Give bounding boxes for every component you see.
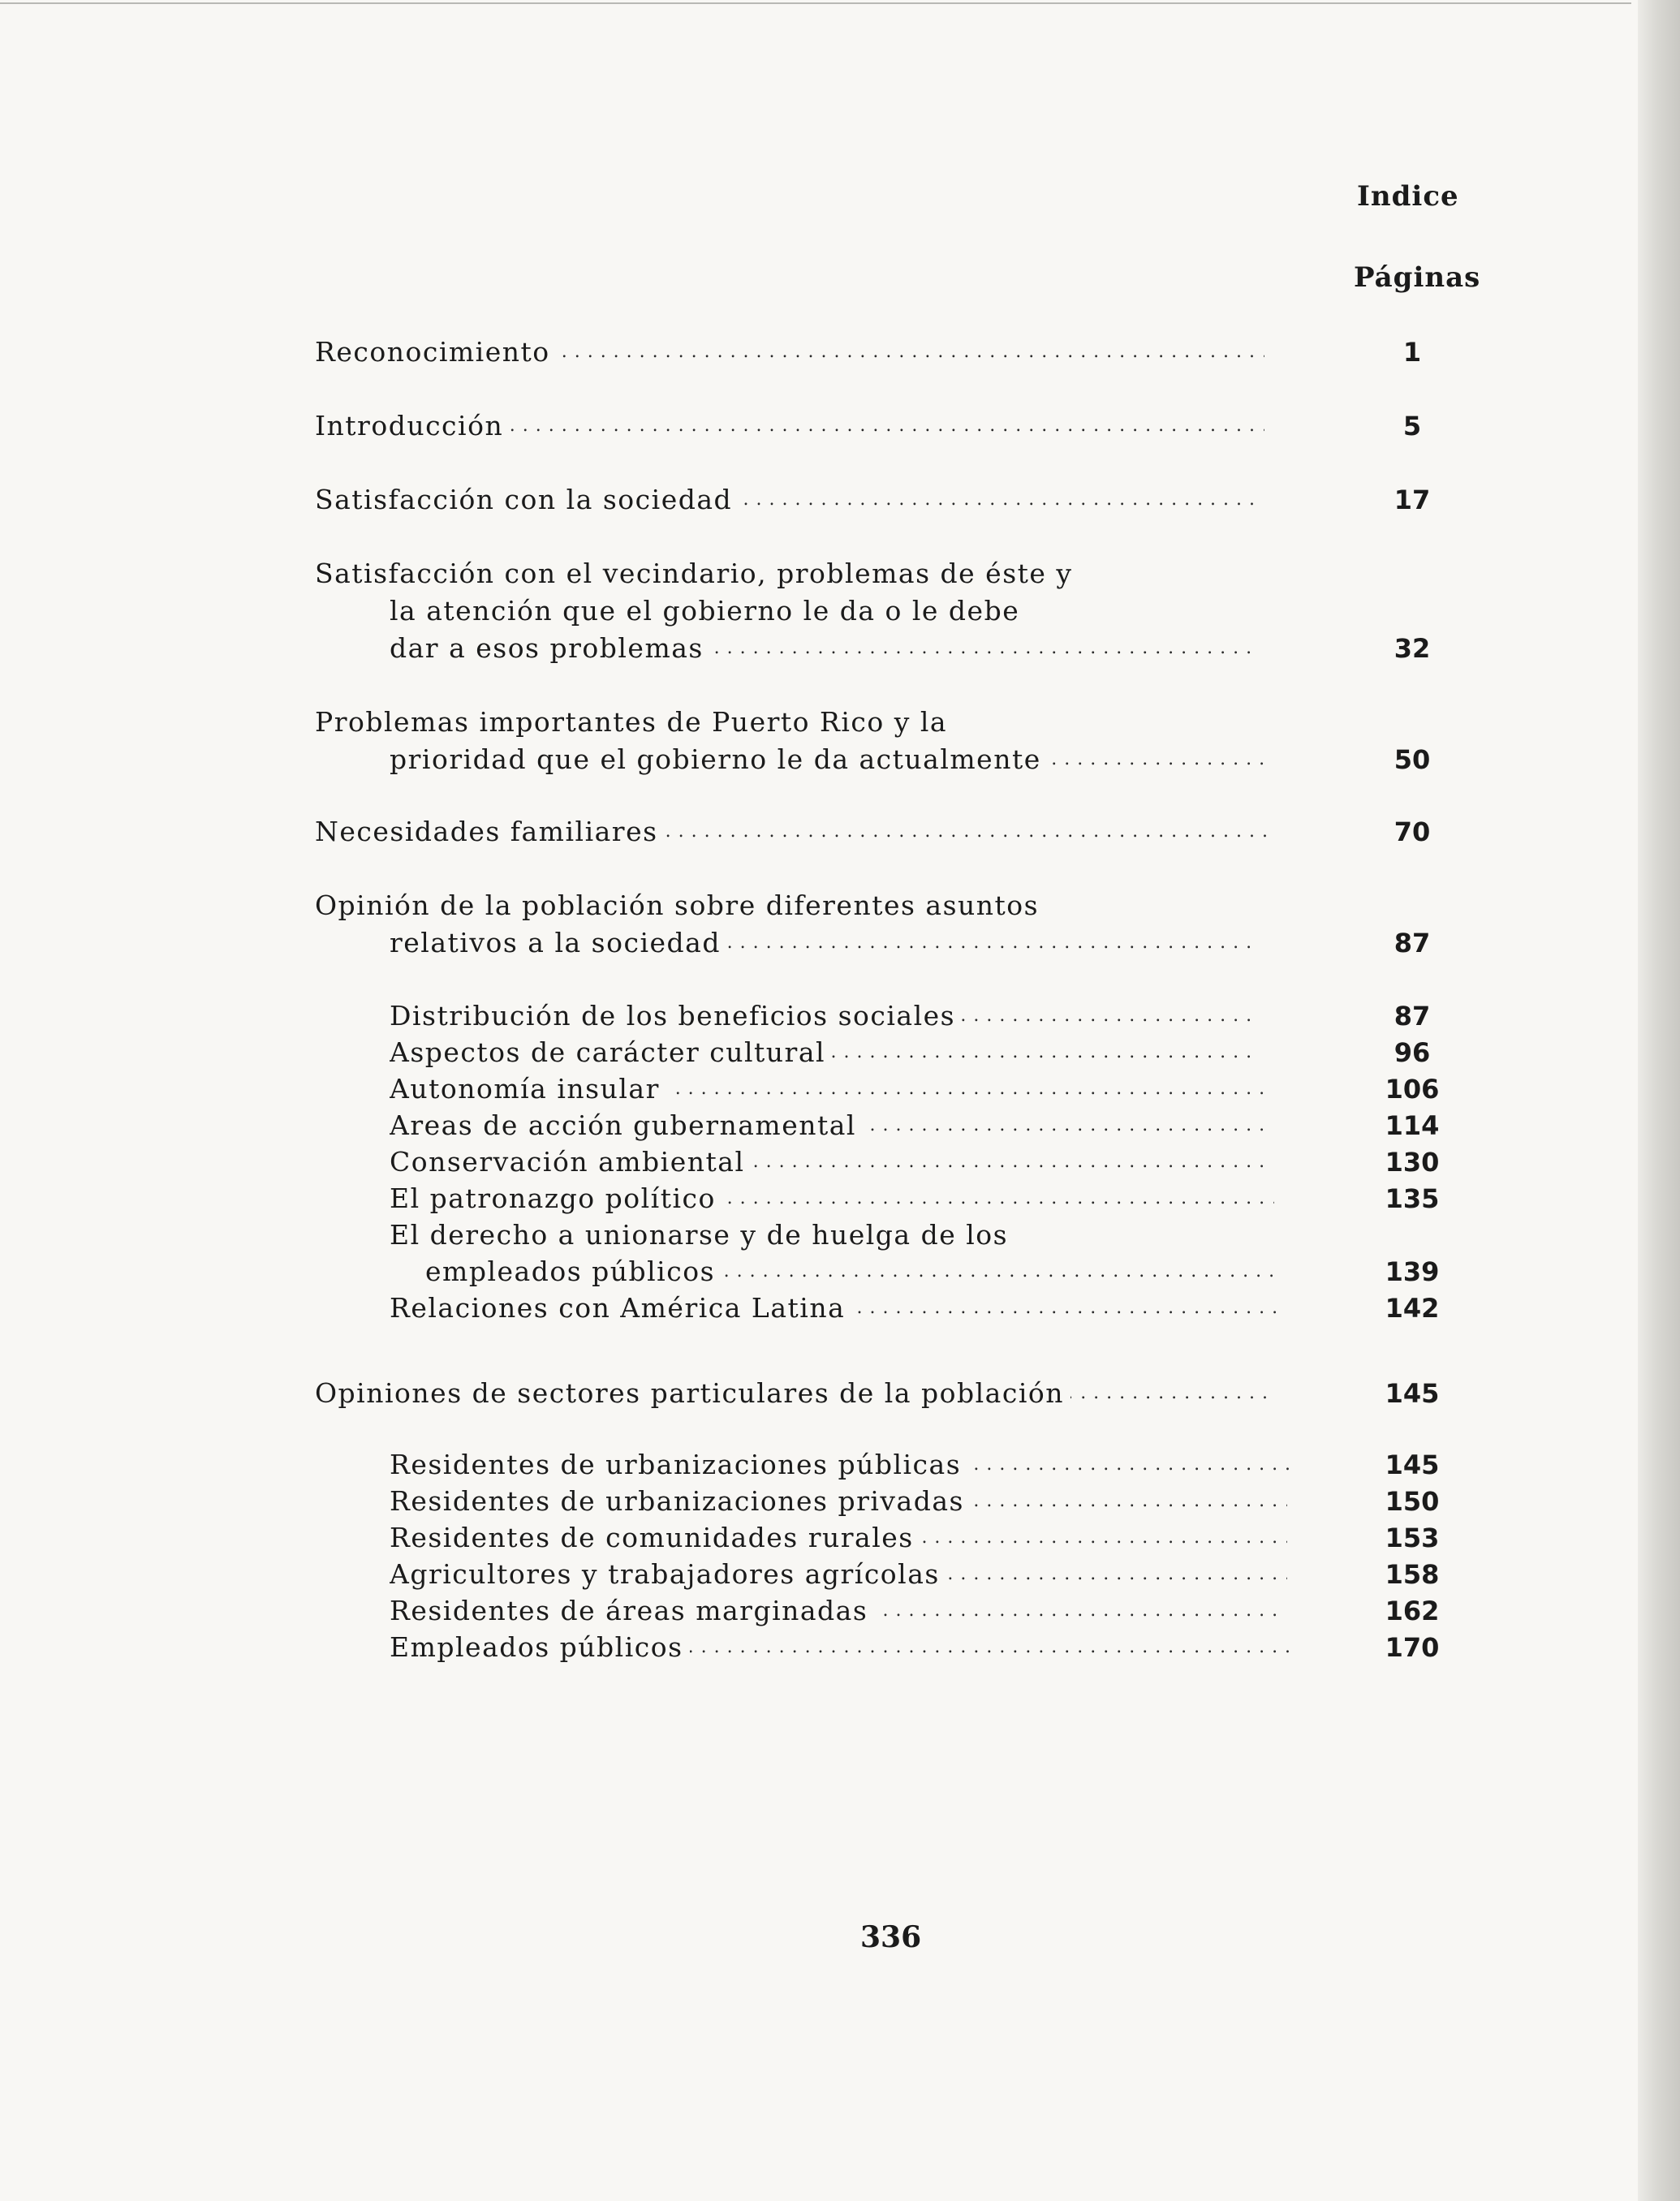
toc-entry-page: 142 — [1385, 1293, 1440, 1324]
toc-subentry — [0, 1485, 1680, 1518]
toc-subentry — [0, 1631, 1680, 1664]
toc-entry-page: 158 — [1385, 1559, 1440, 1590]
toc-entry-page: 170 — [1385, 1632, 1440, 1663]
toc-entry-title: Autonomía insular . . . — [390, 1073, 1266, 1105]
toc-entry-page: 1 — [1402, 337, 1422, 368]
index-heading: Indice — [1357, 180, 1459, 213]
toc-entry-page: 96 — [1394, 1037, 1431, 1068]
toc-subentry — [0, 1036, 1680, 1069]
toc-entry-page: 153 — [1385, 1523, 1440, 1553]
toc-entry — [0, 816, 1680, 848]
toc-entry-title-line: Opinión de la población sobre diferentes asuntos — [315, 889, 1040, 921]
toc-entry-title: empleados públicos . . . — [425, 1256, 1279, 1288]
toc-entry-title: Residentes de urbanizaciones privadas . . . — [390, 1485, 1287, 1518]
toc-entry-title: Conservación ambiental . . . — [390, 1146, 1266, 1178]
toc-entry-title-line: la atención que el gobierno le da o le debe — [390, 595, 1020, 627]
toc-entry-page: 135 — [1385, 1183, 1440, 1214]
toc-entry-title-line: Problemas importantes de Puerto Rico y la — [315, 706, 948, 738]
toc-entry-page: 50 — [1394, 744, 1431, 775]
toc-entry-title: relativos a la sociedad . . . — [390, 927, 1255, 959]
toc-entry-title: Residentes de urbanizaciones públicas . . . — [390, 1449, 1290, 1481]
toc-subentry — [0, 1449, 1680, 1481]
toc-entry-title: Opiniones de sectores particulares de la población . . . — [315, 1377, 1276, 1410]
toc-entry-page: 145 — [1385, 1449, 1440, 1480]
toc-entry — [0, 927, 1680, 959]
toc-entry — [0, 336, 1680, 368]
toc-subentry — [0, 1522, 1680, 1554]
toc-subentry — [0, 1073, 1680, 1105]
toc-entry-title-line: Satisfacción con el vecindario, problemas de éste y — [315, 558, 1073, 589]
toc-entry — [0, 632, 1680, 665]
toc-subentry — [0, 1292, 1680, 1324]
toc-entry — [0, 410, 1680, 442]
toc-entry-page: 139 — [1385, 1256, 1440, 1287]
toc-entry-title: Residentes de comunidades rurales . . . — [390, 1522, 1287, 1554]
toc-entry-title: Empleados públicos . . . — [390, 1631, 1290, 1664]
toc-entry-title: Relaciones con América Latina . . . — [390, 1292, 1277, 1324]
toc-subentry — [0, 1595, 1680, 1627]
toc-entry-page: 32 — [1394, 633, 1431, 664]
toc-subentry — [0, 1109, 1680, 1142]
toc-entry-page: 150 — [1385, 1486, 1440, 1517]
toc-entry-title: Residentes de áreas marginadas . . . — [390, 1595, 1286, 1627]
toc-entry-title: Distribución de los beneficios sociales . . . — [390, 1000, 1256, 1032]
toc-entry-page: 130 — [1385, 1147, 1440, 1178]
toc-subentry — [0, 1146, 1680, 1178]
toc-entry-title: Satisfacción con la sociedad . . . — [315, 484, 1256, 516]
toc-subentry — [0, 1558, 1680, 1591]
toc-entry — [0, 743, 1680, 776]
toc-entry-page: 17 — [1394, 485, 1431, 515]
toc-entry-page: 114 — [1385, 1110, 1440, 1141]
toc-entry-title: dar a esos problemas . . . — [390, 632, 1256, 665]
toc-entry-title: Areas de acción gubernamental . . . — [390, 1109, 1266, 1142]
toc-entry-page: 5 — [1402, 411, 1422, 441]
toc-subentry — [0, 1256, 1680, 1288]
toc-entry-title: Aspectos de carácter cultural . . . — [390, 1036, 1255, 1069]
toc-entry-page: 106 — [1385, 1074, 1440, 1105]
top-border-line — [0, 2, 1631, 4]
toc-entry-title: Introducción . . . — [315, 410, 1264, 442]
toc-entry-title-line: El derecho a unionarse y de huelga de los — [390, 1219, 1009, 1251]
toc-entry-page: 87 — [1394, 1001, 1431, 1032]
toc-entry-title: Necesidades familiares . . . — [315, 816, 1266, 848]
pages-column-label: Páginas — [1354, 261, 1481, 294]
page-number: 336 — [860, 1920, 922, 1954]
toc-subentry — [0, 1000, 1680, 1032]
toc-entry-title: prioridad que el gobierno le da actualmente . . . — [390, 743, 1266, 776]
toc-entry-title: El patronazgo político . . . — [390, 1182, 1274, 1215]
toc-entry-page: 162 — [1385, 1596, 1440, 1626]
toc-entry-page: 70 — [1394, 816, 1431, 847]
toc-entry-page: 87 — [1394, 928, 1431, 958]
toc-entry — [0, 1377, 1680, 1410]
toc-entry-title: Agricultores y trabajadores agrícolas . . . — [390, 1558, 1287, 1591]
toc-entry — [0, 484, 1680, 516]
toc-entry-page: 145 — [1385, 1378, 1440, 1409]
toc-entry-title: Reconocimiento . . . — [315, 336, 1264, 368]
toc-subentry — [0, 1182, 1680, 1215]
